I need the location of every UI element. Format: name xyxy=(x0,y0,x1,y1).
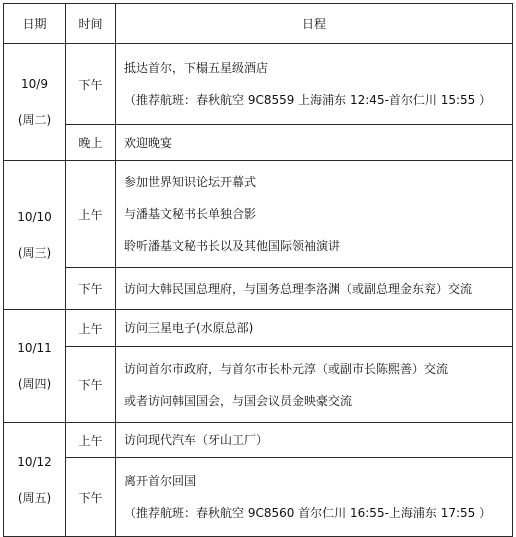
header-time: 时间 xyxy=(66,4,116,44)
schedule-table xyxy=(3,3,513,537)
schedule-line: 离开首尔回国 xyxy=(124,474,197,488)
table-row xyxy=(4,268,513,310)
table-row xyxy=(4,347,513,423)
time-cell: 上午 xyxy=(66,161,116,268)
schedule-cell xyxy=(116,310,513,347)
line-gap xyxy=(124,377,512,393)
schedule-line: 访问首尔市政府，与首尔市长朴元淳（或副市长陈熙善）交流 xyxy=(124,361,449,376)
schedule-cell xyxy=(116,458,513,537)
schedule-line: 与潘基文秘书长单独合影 xyxy=(124,207,257,221)
schedule-cell xyxy=(116,347,513,423)
schedule-cell xyxy=(116,268,513,310)
schedule-cell xyxy=(116,44,513,125)
schedule-line: 访问三星电子(水原总部) xyxy=(124,321,254,335)
flight-text: （推荐航班：春秋航空 9C8560 首尔仁川 16:55-上海浦东 17:55 ） xyxy=(124,506,492,520)
date-cell xyxy=(4,44,66,161)
time-cell: 晚上 xyxy=(66,125,116,161)
schedule-cell xyxy=(116,423,513,458)
line-gap xyxy=(124,76,512,92)
header-schedule: 日程 xyxy=(116,4,513,44)
schedule-cell xyxy=(116,125,513,161)
time-cell: 下午 xyxy=(66,458,116,537)
header-row xyxy=(4,4,513,44)
table-row xyxy=(4,44,513,125)
date-label: 10/10 xyxy=(17,210,52,224)
time-cell: 上午 xyxy=(66,423,116,458)
time-cell: 上午 xyxy=(66,310,116,347)
time-cell: 下午 xyxy=(66,268,116,310)
weekday-label: (周三) xyxy=(17,246,52,260)
schedule-cell xyxy=(116,161,513,268)
date-cell xyxy=(4,423,66,537)
table-row xyxy=(4,161,513,268)
schedule-line: 聆听潘基文秘书长以及其他国际领袖演讲 xyxy=(124,239,341,253)
schedule-line: 访问大韩民国总理府，与国务总理李洛渊（或副总理金东兖）交流 xyxy=(124,281,473,296)
schedule-line: 或者访问韩国国会，与国会议员金映豪交流 xyxy=(124,393,353,408)
header-date: 日期 xyxy=(4,4,66,44)
flight-line xyxy=(124,92,512,108)
weekday-label: (周五) xyxy=(17,490,52,505)
schedule-line: 参加世界知识论坛开幕式 xyxy=(124,175,257,189)
date-label: 10/9 xyxy=(21,77,48,91)
date-label: 10/11 xyxy=(17,341,52,355)
weekday-label: (周二) xyxy=(17,113,52,127)
weekday-label: (周四) xyxy=(17,377,52,391)
date-cell xyxy=(4,161,66,310)
time-cell: 下午 xyxy=(66,347,116,423)
table-row xyxy=(4,125,513,161)
date-label: 10/12 xyxy=(17,454,52,469)
table-row xyxy=(4,458,513,537)
flight-line xyxy=(124,505,512,521)
line-gap xyxy=(124,222,512,238)
date-cell xyxy=(4,310,66,423)
table-row xyxy=(4,423,513,458)
table-row xyxy=(4,310,513,347)
line-gap xyxy=(124,489,512,505)
schedule-line: 欢迎晚宴 xyxy=(124,135,173,150)
flight-text: （推荐航班：春秋航空 9C8559 上海浦东 12:45-首尔仁川 15:55 ） xyxy=(124,93,492,107)
time-cell: 下午 xyxy=(66,44,116,125)
schedule-line: 抵达首尔，下榻五星级酒店 xyxy=(124,61,269,75)
schedule-line: 访问现代汽车（牙山工厂） xyxy=(124,433,269,447)
line-gap xyxy=(124,190,512,206)
